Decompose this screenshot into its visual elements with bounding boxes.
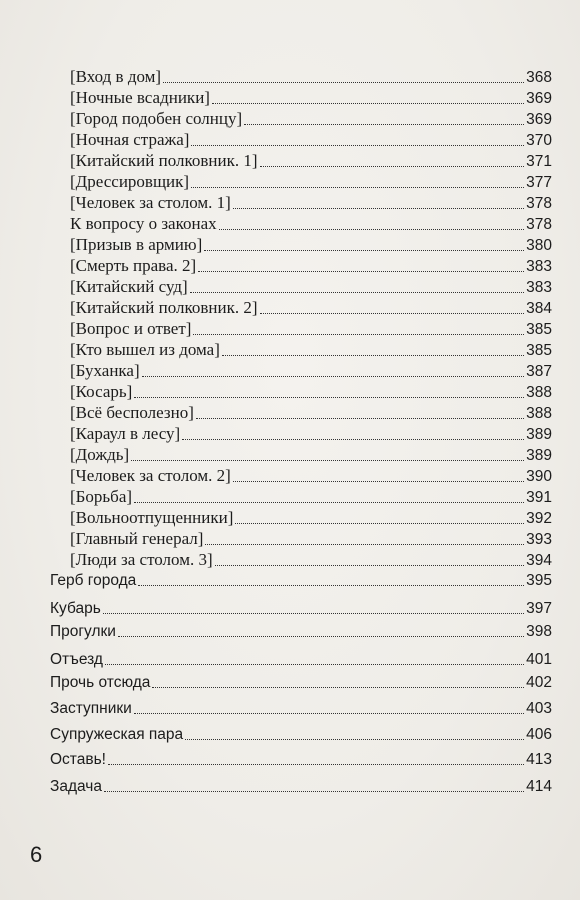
toc-title: [Караул в лесу] — [70, 424, 181, 443]
toc-title: [Человек за столом. 1] — [70, 193, 231, 212]
toc-subentry — [70, 382, 552, 402]
toc-subentry — [70, 529, 552, 549]
toc-title: [Смерть права. 2] — [70, 256, 197, 275]
toc-title: К вопросу о законах — [70, 214, 217, 233]
toc-subentry — [70, 277, 552, 297]
toc-title: [Ночные всадники] — [70, 88, 210, 107]
toc-title: [Ночная стража] — [70, 130, 190, 149]
toc-entry — [50, 568, 552, 590]
dot-leader — [152, 686, 524, 688]
toc-page: 393 — [526, 531, 552, 548]
toc-title: [Дождь] — [70, 445, 130, 464]
toc-page: 395 — [526, 572, 552, 589]
toc-title: [Главный генерал] — [70, 529, 204, 548]
toc-page: 377 — [526, 174, 552, 191]
page-number: 6 — [30, 842, 43, 867]
toc-page: 414 — [526, 778, 552, 795]
toc-title: Герб города — [50, 572, 137, 589]
toc-title: [Косарь] — [70, 382, 133, 401]
toc-title: [Всё бесполезно] — [70, 403, 194, 422]
toc-page: 394 — [526, 552, 552, 569]
toc-title: [Китайский полковник. 2] — [70, 298, 258, 317]
toc-title: [Вход в дом] — [70, 67, 162, 86]
toc-entry — [50, 774, 552, 796]
toc-page: 413 — [526, 751, 552, 768]
toc-subentry — [70, 319, 552, 339]
toc-subentry — [70, 235, 552, 255]
toc-page: 406 — [526, 726, 552, 743]
toc-page: 384 — [526, 300, 552, 317]
toc-page: 385 — [526, 321, 552, 338]
dot-leader — [191, 186, 524, 188]
toc-title: [Кто вышел из дома] — [70, 340, 220, 359]
toc-subentry — [70, 361, 552, 381]
toc-page: 398 — [526, 623, 552, 640]
toc-title: Заступники — [50, 700, 132, 717]
toc-subentry — [70, 67, 552, 87]
toc-subentry — [70, 214, 552, 234]
toc-page: 380 — [526, 237, 552, 254]
toc-page: 370 — [526, 132, 552, 149]
toc-page: 369 — [526, 111, 552, 128]
dot-leader — [104, 790, 524, 792]
toc-page: 389 — [526, 426, 552, 443]
toc-entry — [50, 647, 552, 669]
dot-leader — [212, 102, 524, 104]
dot-leader — [105, 663, 524, 665]
toc-page: 369 — [526, 90, 552, 107]
toc-title: [Люди за столом. 3] — [70, 550, 213, 569]
toc-page: 390 — [526, 468, 552, 485]
toc-page: 388 — [526, 405, 552, 422]
toc-title: [Дрессировщик] — [70, 172, 190, 191]
toc-title: [Борьба] — [70, 487, 133, 506]
dot-leader — [196, 417, 524, 419]
dot-leader — [163, 81, 524, 83]
toc-title: Кубарь — [50, 600, 101, 617]
dot-leader — [191, 144, 524, 146]
toc-page: 392 — [526, 510, 552, 527]
toc-subentry — [70, 487, 552, 507]
toc-title: [Буханка] — [70, 361, 140, 380]
toc-subentry — [70, 151, 552, 171]
toc-subentry — [70, 340, 552, 360]
dot-leader — [190, 291, 524, 293]
toc-title: [Призыв в армию] — [70, 235, 203, 254]
dot-leader — [134, 396, 524, 398]
dot-leader — [215, 564, 524, 566]
toc-entry — [50, 596, 552, 618]
toc-entry — [50, 619, 552, 641]
toc-title: Супружеская пара — [50, 726, 184, 743]
toc-title: [Вольноотпущенники] — [70, 508, 234, 527]
toc-page: 397 — [526, 600, 552, 617]
toc-page: 388 — [526, 384, 552, 401]
dot-leader — [142, 375, 524, 377]
dot-leader — [244, 123, 524, 125]
dot-leader — [222, 354, 524, 356]
toc-title: [Человек за столом. 2] — [70, 466, 231, 485]
toc-title: Прогулки — [50, 623, 116, 640]
dot-leader — [103, 612, 524, 614]
toc-subentry — [70, 193, 552, 213]
toc-page: 402 — [526, 674, 552, 691]
dot-leader — [193, 333, 524, 335]
toc-entry — [50, 670, 552, 692]
toc-subentry — [70, 109, 552, 129]
toc-title: Прочь отсюда — [50, 674, 151, 691]
toc-title: Задача — [50, 778, 103, 795]
toc-title: Оставь! — [50, 751, 106, 768]
dot-leader — [108, 763, 524, 765]
toc-title: [Китайский суд] — [70, 277, 188, 296]
dot-leader — [134, 712, 524, 714]
toc-subentry — [70, 424, 552, 444]
toc-title: [Вопрос и ответ] — [70, 319, 192, 338]
toc-subentry — [70, 88, 552, 108]
toc-subentry — [70, 466, 552, 486]
dot-leader — [134, 501, 524, 503]
dot-leader — [185, 738, 524, 740]
toc-page: 385 — [526, 342, 552, 359]
toc-page: 383 — [526, 258, 552, 275]
toc-page: 389 — [526, 447, 552, 464]
toc-subentry — [70, 445, 552, 465]
toc-title: [Город подобен солнцу] — [70, 109, 243, 128]
toc-page: 401 — [526, 651, 552, 668]
toc-title: Отъезд — [50, 651, 103, 668]
dot-leader — [138, 584, 524, 586]
toc-page: 391 — [526, 489, 552, 506]
toc-subentry — [70, 298, 552, 318]
toc-page: 368 — [526, 69, 552, 86]
toc-subentry — [70, 508, 552, 528]
dot-leader — [235, 522, 524, 524]
toc-subentry — [70, 130, 552, 150]
toc-subentry — [70, 403, 552, 423]
toc-page: 387 — [526, 363, 552, 380]
toc-subentry — [70, 550, 552, 570]
toc-title: [Китайский полковник. 1] — [70, 151, 258, 170]
dot-leader — [205, 543, 524, 545]
toc-entry — [50, 696, 552, 718]
dot-leader — [131, 459, 524, 461]
dot-leader — [118, 635, 524, 637]
dot-leader — [182, 438, 524, 440]
toc-entry — [50, 722, 552, 744]
toc-page: 383 — [526, 279, 552, 296]
dot-leader — [260, 312, 525, 314]
toc-page: 371 — [526, 153, 552, 170]
dot-leader — [233, 207, 524, 209]
dot-leader — [204, 249, 524, 251]
toc-page: 378 — [526, 195, 552, 212]
dot-leader — [219, 228, 524, 230]
toc-entry — [50, 747, 552, 769]
dot-leader — [260, 165, 525, 167]
toc-page: 403 — [526, 700, 552, 717]
dot-leader — [233, 480, 524, 482]
toc-subentry — [70, 172, 552, 192]
toc-subentry — [70, 256, 552, 276]
dot-leader — [198, 270, 524, 272]
toc-page: 378 — [526, 216, 552, 233]
